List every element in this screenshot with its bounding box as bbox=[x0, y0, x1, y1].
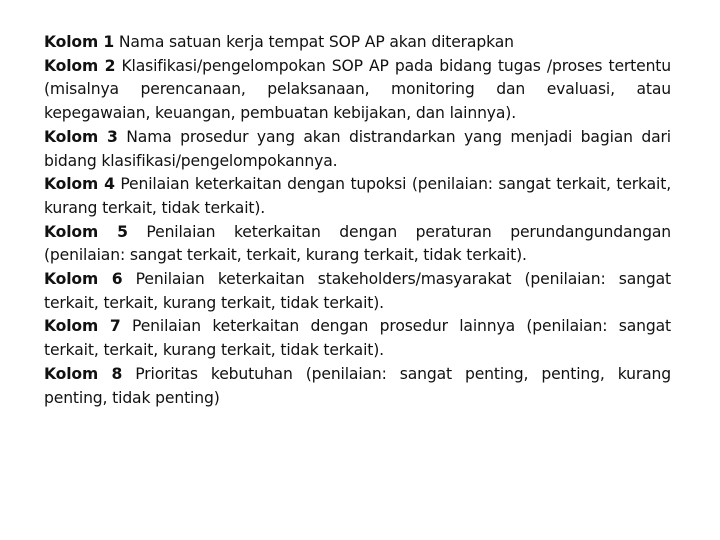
column-descriptions bbox=[44, 31, 671, 410]
kolom-6-label: Kolom 6 bbox=[44, 270, 123, 289]
kolom-2-description bbox=[44, 55, 671, 126]
kolom-2-label: Kolom 2 bbox=[44, 56, 116, 75]
kolom-1-description bbox=[44, 31, 671, 55]
kolom-2-text: Klasifikasi/pengelompokan SOP AP pada bidang tugas /proses tertentu (misalnya perencanaan, pelaksanaan, monitoring dan evaluasi, atau kepegawaian, keuangan, pembuatan kebijakan, dan lainnya). bbox=[44, 56, 672, 123]
kolom-4-description bbox=[44, 173, 671, 220]
kolom-3-description bbox=[44, 126, 671, 173]
kolom-5-label: Kolom 5 bbox=[44, 222, 128, 241]
kolom-8-label: Kolom 8 bbox=[44, 364, 123, 383]
kolom-7-description bbox=[44, 315, 671, 362]
kolom-5-text: Penilaian keterkaitan dengan peraturan perundangundangan (penilaian: sangat terkait, terkait, kurang terkait, tidak terkait). bbox=[44, 222, 671, 265]
kolom-8-description bbox=[44, 363, 671, 410]
kolom-3-text: Nama prosedur yang akan distrandarkan yang menjadi bagian dari bidang klasifikasi/pengelompokannya. bbox=[44, 127, 671, 170]
kolom-4-label: Kolom 4 bbox=[44, 175, 115, 194]
kolom-1-text: Nama satuan kerja tempat SOP AP akan diterapkan bbox=[114, 33, 514, 51]
kolom-8-text: Prioritas kebutuhan (penilaian: sangat penting, penting, kurang penting, tidak penting) bbox=[44, 364, 672, 407]
kolom-5-description bbox=[44, 221, 671, 268]
kolom-3-label: Kolom 3 bbox=[44, 127, 118, 146]
kolom-7-text: Penilaian keterkaitan dengan prosedur lainnya (penilaian: sangat terkait, terkait, kurang terkait, tidak terkait). bbox=[44, 317, 672, 360]
kolom-4-text: Penilaian keterkaitan dengan tupoksi (penilaian: sangat terkait, terkait, kurang terkait, tidak terkait). bbox=[44, 175, 671, 217]
kolom-6-description bbox=[44, 268, 671, 315]
kolom-6-text: Penilaian keterkaitan stakeholders/masyarakat (penilaian: sangat terkait, terkait, kurang terkait, tidak terkait). bbox=[44, 270, 671, 312]
kolom-1-label: Kolom 1 bbox=[44, 33, 115, 51]
kolom-7-label: Kolom 7 bbox=[44, 317, 121, 336]
